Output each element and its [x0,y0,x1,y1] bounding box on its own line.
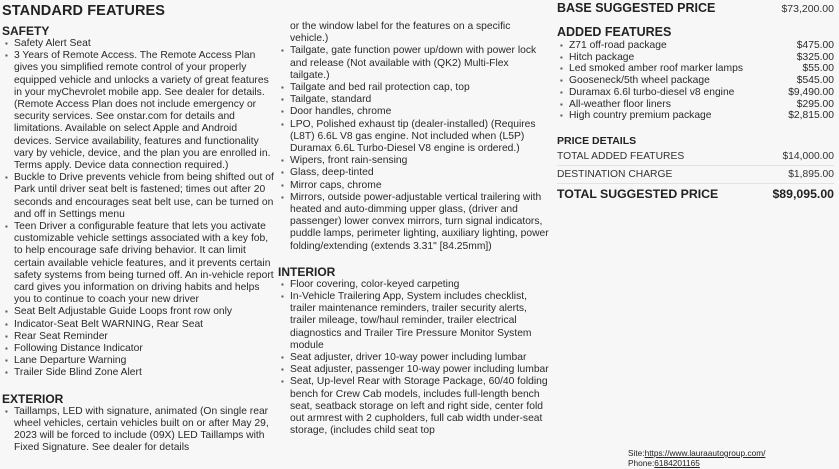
list-item: ▪ Seat adjuster, passenger 10-way power including lumbar [278,364,550,376]
feature-price: $295.00 [796,98,834,110]
total-added-features-label: TOTAL ADDED FEATURES [557,150,685,162]
page-title: STANDARD FEATURES [2,3,166,19]
section-title-interior: INTERIOR [278,264,336,279]
list-item: ▪ Tailgate, gate function power up/down with power lock and release (Not available with (QK2) Multi-Flex tailgate.) [278,45,550,82]
list-item: ▪ 3 Years of Remote Access. The Remote Access Plan gives you simplified remote control of your properly equipped vehicle and unlocks a variety of great features in your myChevrolet mobile app. See dealer for details. (Remote Access Plan does not include emergency or security services. See onstar.com for details and limitations. Available on select Apple and Android devices. Service availability, features and functionality vary by vehicle, device, and the plan you are enrolled in. Terms apply. Device data connection required.) [2,50,274,172]
list-item: ▪ Safety Alert Seat [2,38,274,50]
added-features-title: ADDED FEATURES [557,25,672,39]
total-suggested-price-label: TOTAL SUGGESTED PRICE [557,186,719,201]
base-price-value: $73,200.00 [781,3,834,15]
list-item: ▪ Wipers, front rain-sensing [278,155,550,167]
added-feature-item [557,40,834,52]
list-item: ▪ Indicator-Seat Belt WARNING, Rear Seat [2,319,274,331]
feature-name: ▪ High country premium package [569,110,712,122]
list-item: ▪ Tailgate and bed rail protection cap, top [278,82,550,94]
middle-column [278,0,550,450]
feature-name: ▪ Hitch package [569,51,635,63]
list-item: ▪ Floor covering, color-keyed carpeting [278,279,550,291]
list-item: ▪ Glass, deep-tinted [278,167,550,179]
list-item: ▪ Mirrors, outside power-adjustable vertical trailering with heated and auto-dimming upper glass, (driver and passenger) lower convex mirrors, turn signal indicators, puddle lamps, perimeter lighting, auxiliary lighting, power folding/extending (extends 3.31" [84.25mm]) [278,192,550,253]
list-item: ▪ Tailgate, standard [278,94,550,106]
exterior-section [2,392,274,455]
added-feature-item [557,99,834,111]
section-title-safety: SAFETY [2,24,50,38]
list-item: ▪ Teen Driver a configurable feature that lets you activate customizable vehicle settings associated with a key fob, to help encourage safe driving behavior. It can limit certain available vehicle features, and it prevents certain safety systems from being turned off. An in-vehicle report card gives you information on driving habits and helps you to continue to coach your new driver [2,221,274,306]
total-suggested-price-value: $89,095.00 [772,186,834,201]
list-item: ▪ Seat Belt Adjustable Guide Loops front row only [2,306,274,318]
feature-price: $545.00 [796,75,834,87]
added-feature-item [557,87,834,99]
list-item: ▪ In-Vehicle Trailering App, System includes checklist, trailer maintenance reminders, trailer security alerts, trailer mileage, tow/haul reminder, trailer electrical diagnostics and Trailer Tire Pressure Monitor System module [278,291,550,352]
base-price-row [557,1,834,21]
base-price-label: BASE SUGGESTED PRICE [557,1,716,15]
list-item: ▪ Mirror caps, chrome [278,180,550,192]
added-features-list [557,40,834,122]
phone-link[interactable]: 6184201165 [654,457,700,468]
added-feature-item [557,110,834,122]
list-item: ▪ Door handles, chrome [278,106,550,118]
feature-price: $55.00 [802,63,834,75]
exterior-continued-text: or the window label for the features on a specific vehicle.) [290,21,511,45]
safety-list [2,38,274,380]
list-item: ▪ Taillamps, LED with signature, animated (On single rear wheel vehicles, certain vehicles built on or after May 29, 2023 will be forced to include (09X) LED Taillamps with Fixed Signature. See dealer for details [2,406,274,455]
feature-price: $475.00 [796,40,834,51]
destination-charge-value: $1,895.00 [788,168,834,180]
exterior-list [2,406,274,455]
list-item: ▪ Seat adjuster, driver 10-way power including lumbar [278,352,550,364]
site-label: Site: [628,448,645,458]
total-added-features-value: $14,000.00 [782,150,834,162]
exterior-list-continued [278,45,550,252]
site-link[interactable]: https://www.lauraautogroup.com/ [644,448,766,458]
list-item: ▪ Seat, Up-level Rear with Storage Package, 60/40 folding bench for Crew Cab models, includes full-length bench seat, seatback storage on left and right side, center fold out armrest with 2 cupholders, full cab width under-seat storage, (includes child seat top [278,376,550,437]
list-item: ▪ LPO, Polished exhaust tip (dealer-installed) (Requires (L8T) 6.6L V8 gas engine. Not included when (L5P) Duramax 6.6L Turbo-Diesel V8 engine is ordered.) [278,119,550,156]
exterior-section-continued [278,45,550,252]
feature-name: ▪ All-weather floor liners [569,98,671,110]
phone-line [628,459,765,469]
feature-name: ▪ Gooseneck/5th wheel package [569,75,710,87]
interior-section [278,265,550,438]
list-item: ▪ Lane Departure Warning [2,355,274,367]
total-added-features-row [557,148,834,166]
section-title-exterior: EXTERIOR [2,391,64,406]
list-item: ▪ Trailer Side Blind Zone Alert [2,367,274,379]
dealer-contact-footer [628,449,765,468]
added-feature-item [557,52,834,64]
list-item: ▪ Rear Seat Reminder [2,331,274,343]
price-details-title: PRICE DETAILS [557,134,637,147]
feature-name: ▪ Z71 off-road package [569,40,667,51]
total-suggested-price-row [557,184,834,201]
feature-price: $325.00 [796,51,834,63]
safety-section [2,24,274,380]
feature-name: ▪ Duramax 6.6l turbo-diesel v8 engine [569,86,735,98]
added-feature-item [557,63,834,75]
feature-price: $9,490.00 [788,86,834,98]
pricing-column [557,0,834,201]
feature-price: $2,815.00 [788,110,834,122]
destination-charge-row [557,166,834,184]
list-item: ▪ Following Distance Indicator [2,343,274,355]
added-feature-item [557,75,834,87]
feature-name: ▪ Led smoked amber roof marker lamps [569,63,743,75]
left-column [2,0,274,467]
phone-label: Phone: [628,457,655,468]
destination-charge-label: DESTINATION CHARGE [557,168,673,180]
interior-list [278,279,550,438]
list-item: ▪ Buckle to Drive prevents vehicle from being shifted out of Park until driver seat belt is fastened; times out after 20 seconds and encourages seat belt use, can be turned on and off in Settings menu [2,172,274,221]
